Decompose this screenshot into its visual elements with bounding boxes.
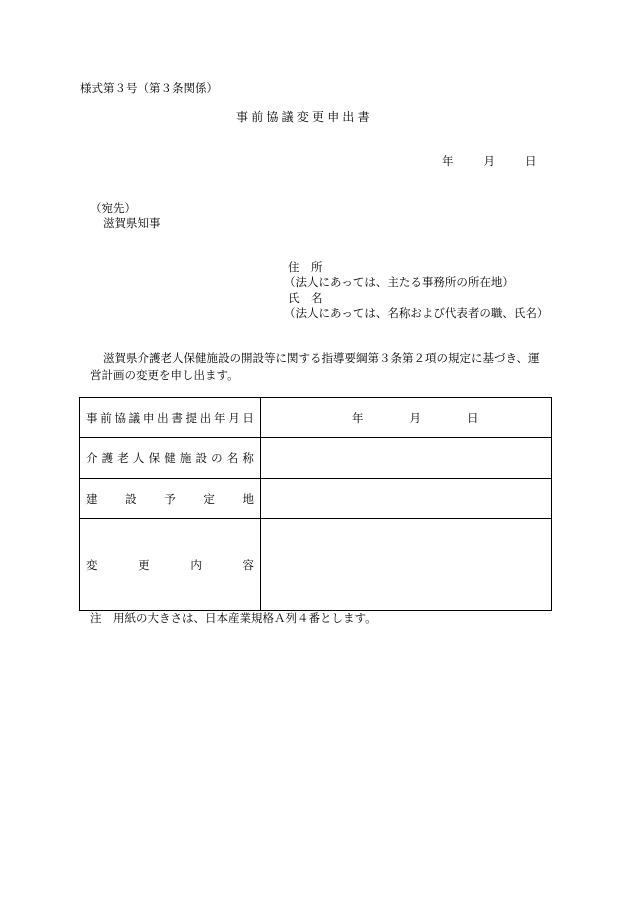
label-char: 提 [185,410,198,425]
label-char: 地 [242,491,254,506]
value-change-details[interactable] [261,519,552,611]
label-char: 定 [203,491,215,506]
label-char: 名 [226,451,239,465]
date-month: 月 [483,154,495,168]
label-char: 設 [195,451,207,465]
label-char: 書 [171,410,183,425]
body-text-line-2: 営計画の変更を申し出ます。 [90,368,239,382]
label-char: 内 [190,557,202,572]
spread-label [86,491,254,507]
label-char: 老 [117,451,129,465]
document-title: 事前協議変更申出書 [236,110,373,124]
label-char: 健 [164,451,176,465]
label-char: 施 [179,451,192,465]
spread-label [86,557,254,573]
paper-size-note: 注 用紙の大きさは、日本産業規格Ａ列４番とします。 [90,611,377,625]
body-text-line-1: 滋賀県介護老人保健施設の開設等に関する指導要綱第３条第２項の規定に基づき、運 [103,351,540,365]
table-row [80,398,552,438]
label-char: 申 [142,410,155,425]
submission-date [442,156,537,168]
label-char: 出 [199,410,212,425]
label-char: 称 [242,451,254,465]
label-char: 介 [86,451,98,465]
label-char: 保 [148,451,161,465]
table-row [80,519,552,611]
label-char: 月 [228,410,240,425]
form-number: 様式第３号（第３条関係） [80,81,218,95]
label-char: 変 [86,557,98,572]
value-submission-date[interactable] [261,398,552,438]
label-char: 容 [242,557,254,572]
label-change-details [80,519,261,611]
label-char: 日 [242,410,254,425]
label-char: 出 [157,410,169,425]
change-details-table [79,397,552,611]
label-facility-name [80,438,261,479]
label-char: 議 [128,410,141,425]
spread-label [86,410,254,426]
applicant-name-label: 氏 名 [288,291,323,305]
label-construction-site [80,479,261,519]
date-year: 年 [442,154,454,168]
label-submission-date [80,398,261,438]
label-char: 護 [101,451,114,465]
table-row [80,479,552,519]
label-char: 協 [114,410,126,425]
table-date-year: 年 [352,410,364,425]
applicant-address-note: （法人にあっては、主たる事務所の所在地） [284,275,514,289]
value-facility-name[interactable] [261,438,552,479]
label-char: 更 [138,557,150,572]
label-char: 予 [164,491,176,506]
addressee-label: （宛先） [90,201,136,215]
label-char: 設 [125,491,137,506]
spread-label [86,450,254,466]
label-char: 事 [86,410,98,425]
applicant-address-label: 住 所 [288,260,323,274]
label-char: の [211,451,223,465]
applicant-name-note: （法人にあっては、名称および代表者の職、氏名） [284,306,549,320]
table-row [80,438,552,479]
label-char: 前 [100,410,112,425]
date-day: 日 [525,154,537,168]
label-char: 年 [213,410,226,425]
value-construction-site[interactable] [261,479,552,519]
addressee-name: 滋賀県知事 [103,216,161,230]
label-char: 人 [132,451,145,465]
table-date-day: 日 [467,410,479,425]
label-char: 建 [86,491,98,506]
table-date-month: 月 [409,410,421,425]
